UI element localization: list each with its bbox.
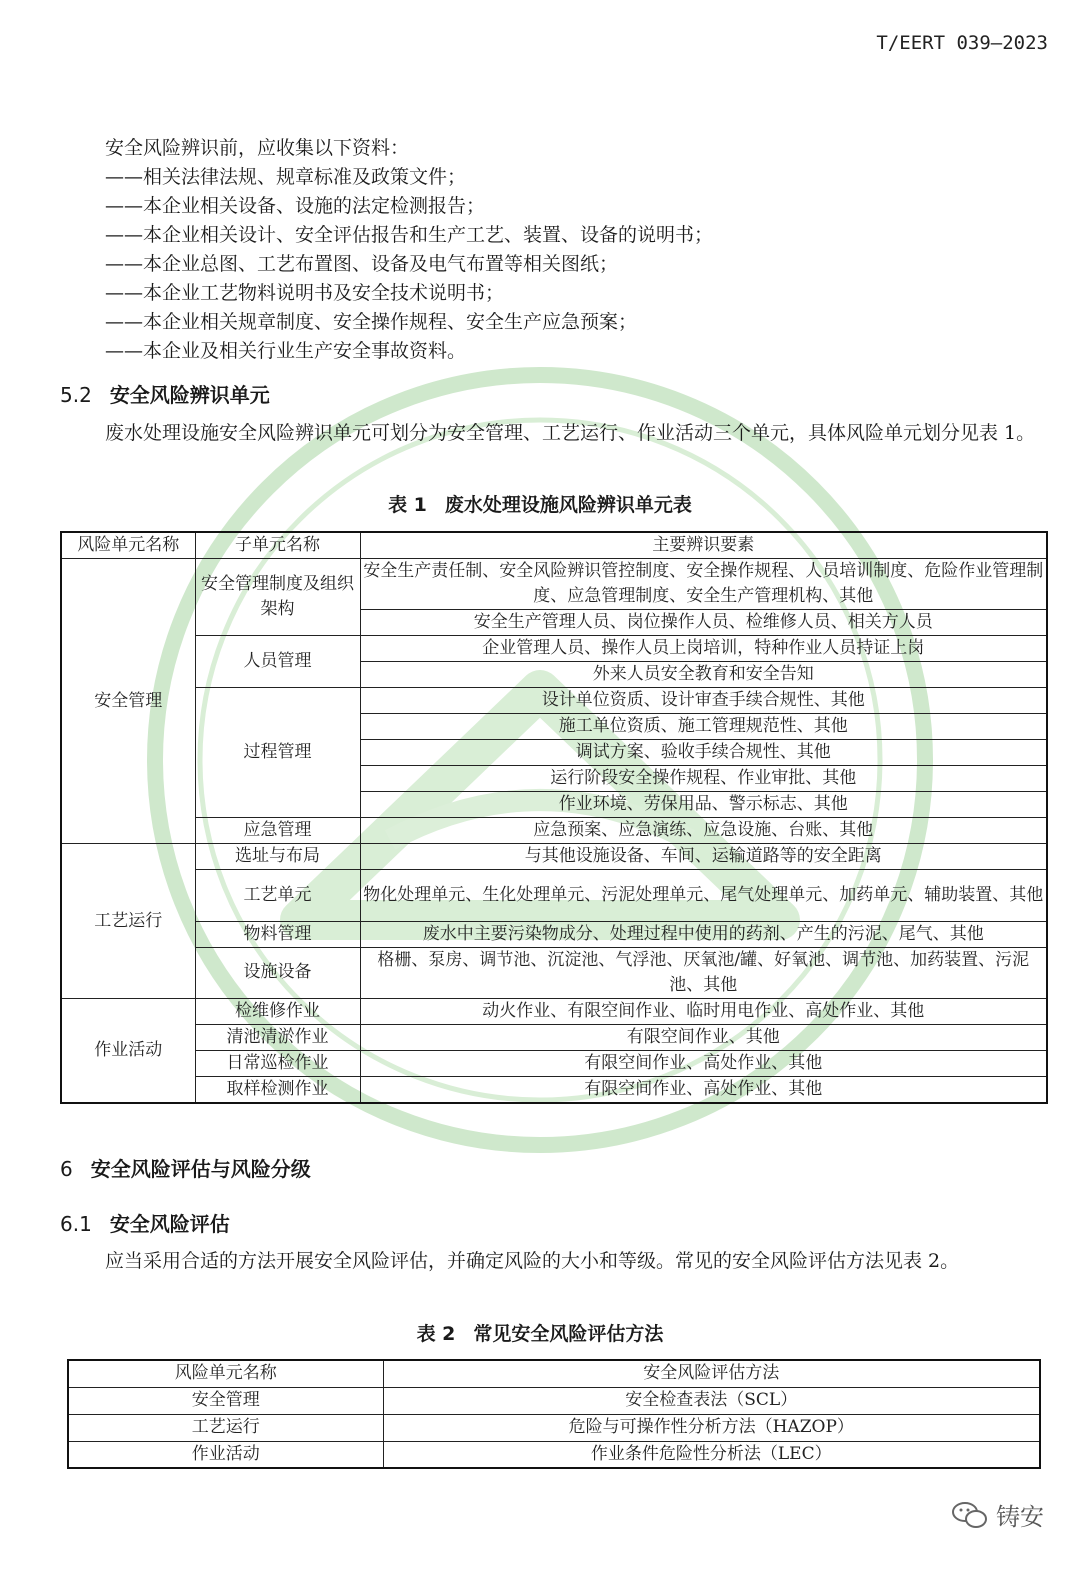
method-cell: 危险与可操作性分析方法（HAZOP） bbox=[383, 1414, 1040, 1441]
subunit-cell: 安全管理制度及组织架构 bbox=[195, 559, 360, 636]
table1-caption bbox=[0, 490, 1080, 517]
intro-lead: 安全风险辨识前，应收集以下资料： bbox=[105, 137, 410, 159]
section-6-heading bbox=[60, 1153, 311, 1182]
element-cell: 有限空间作业、高处作业、其他 bbox=[360, 1077, 1047, 1104]
subunit-cell: 人员管理 bbox=[195, 636, 360, 688]
list-item: ——本企业相关设计、安全评估报告和生产工艺、装置、设备的说明书； bbox=[105, 224, 714, 246]
header-cell: 主要辨识要素 bbox=[360, 532, 1047, 559]
header-cell: 风险单元名称 bbox=[61, 532, 195, 559]
subunit-cell: 取样检测作业 bbox=[195, 1077, 360, 1104]
element-cell: 应急预案、应急演练、应急设施、台账、其他 bbox=[360, 818, 1047, 844]
table-row bbox=[61, 688, 1047, 714]
section-6-1-heading bbox=[60, 1208, 230, 1237]
section-5-2-heading bbox=[60, 379, 270, 408]
unit-cell: 工艺运行 bbox=[61, 844, 195, 999]
element-cell: 设计单位资质、设计审查手续合规性、其他 bbox=[360, 688, 1047, 714]
section-5-2-paragraph: 废水处理设施安全风险辨识单元可划分为安全管理、工艺运行、作业活动三个单元，具体风险单元划分见表 1。 bbox=[105, 422, 1036, 444]
section-number: 6.1 bbox=[60, 1212, 92, 1236]
element-cell: 废水中主要污染物成分、处理过程中使用的药剂、产生的污泥、尾气、其他 bbox=[360, 921, 1047, 947]
subunit-cell: 设施设备 bbox=[195, 947, 360, 998]
element-cell: 企业管理人员、操作人员上岗培训，特种作业人员持证上岗 bbox=[360, 636, 1047, 662]
element-cell: 安全生产责任制、安全风险辨识管控制度、安全操作规程、人员培训制度、危险作业管理制度、应急管理制度、安全生产管理机构、其他 bbox=[360, 559, 1047, 610]
table-row bbox=[61, 999, 1047, 1025]
table-row bbox=[61, 636, 1047, 662]
doc-code: T/EERT 039—2023 bbox=[876, 32, 1048, 54]
subunit-cell: 物料管理 bbox=[195, 921, 360, 947]
assessment-method-table bbox=[67, 1359, 1041, 1469]
caption-title: 常见安全风险评估方法 bbox=[473, 1323, 664, 1345]
element-cell: 有限空间作业、其他 bbox=[360, 1025, 1047, 1051]
section-number: 5.2 bbox=[60, 383, 92, 407]
element-cell: 与其他设施设备、车间、运输道路等的安全距离 bbox=[360, 844, 1047, 870]
list-item: ——本企业工艺物料说明书及安全技术说明书； bbox=[105, 282, 505, 304]
element-cell: 格栅、泵房、调节池、沉淀池、气浮池、厌氧池/罐、好氧池、调节池、加药装置、污泥池、其他 bbox=[360, 947, 1047, 998]
table-row bbox=[61, 559, 1047, 585]
caption-label: 表 2 bbox=[416, 1323, 456, 1345]
element-cell: 作业环境、劳保用品、警示标志、其他 bbox=[360, 792, 1047, 818]
subunit-cell: 检维修作业 bbox=[195, 999, 360, 1025]
element-cell: 运行阶段安全操作规程、作业审批、其他 bbox=[360, 766, 1047, 792]
method-cell: 安全检查表法（SCL） bbox=[383, 1387, 1040, 1414]
subunit-cell: 过程管理 bbox=[195, 688, 360, 818]
header-cell: 安全风险评估方法 bbox=[383, 1360, 1040, 1387]
table-header-row bbox=[68, 1360, 1040, 1387]
subunit-cell: 日常巡检作业 bbox=[195, 1051, 360, 1077]
table-row bbox=[61, 1077, 1047, 1104]
unit-cell: 作业活动 bbox=[68, 1441, 383, 1468]
unit-cell: 工艺运行 bbox=[68, 1414, 383, 1441]
table-row bbox=[68, 1387, 1040, 1414]
section-6-1-paragraph: 应当采用合适的方法开展安全风险评估，并确定风险的大小和等级。常见的安全风险评估方法见表 2。 bbox=[105, 1250, 960, 1272]
table-row bbox=[61, 818, 1047, 844]
list-item: ——本企业及相关行业生产安全事故资料。 bbox=[105, 340, 467, 362]
subunit-cell: 应急管理 bbox=[195, 818, 360, 844]
method-cell: 作业条件危险性分析法（LEC） bbox=[383, 1441, 1040, 1468]
logo-text: 铸安 bbox=[996, 1503, 1044, 1531]
element-cell: 调试方案、验收手续合规性、其他 bbox=[360, 740, 1047, 766]
unit-cell: 安全管理 bbox=[61, 559, 195, 844]
section-title: 安全风险评估 bbox=[109, 1212, 230, 1236]
unit-cell: 安全管理 bbox=[68, 1387, 383, 1414]
table-row bbox=[61, 844, 1047, 870]
element-cell: 有限空间作业、高处作业、其他 bbox=[360, 1051, 1047, 1077]
element-cell: 物化处理单元、生化处理单元、污泥处理单元、尾气处理单元、加药单元、辅助装置、其他 bbox=[360, 870, 1047, 921]
caption-title: 废水处理设施风险辨识单元表 bbox=[444, 494, 692, 516]
table-row bbox=[61, 947, 1047, 973]
list-item: ——本企业总图、工艺布置图、设备及电气布置等相关图纸； bbox=[105, 253, 619, 275]
header-cell: 风险单元名称 bbox=[68, 1360, 383, 1387]
wechat-logo bbox=[950, 1497, 1044, 1532]
caption-label: 表 1 bbox=[388, 494, 427, 516]
section-number: 6 bbox=[60, 1157, 73, 1181]
table-row bbox=[68, 1414, 1040, 1441]
table-row bbox=[68, 1441, 1040, 1468]
unit-cell: 作业活动 bbox=[61, 999, 195, 1104]
table2-caption bbox=[0, 1319, 1080, 1346]
section-title: 安全风险评估与风险分级 bbox=[90, 1157, 311, 1181]
table-row bbox=[61, 1025, 1047, 1051]
subunit-cell: 工艺单元 bbox=[195, 870, 360, 921]
risk-unit-table bbox=[60, 531, 1048, 1104]
chat-bubble-icon bbox=[950, 1499, 990, 1531]
section-title: 安全风险辨识单元 bbox=[109, 383, 270, 407]
element-cell: 安全生产管理人员、岗位操作人员、检维修人员、相关方人员 bbox=[360, 610, 1047, 636]
element-cell: 施工单位资质、施工管理规范性、其他 bbox=[360, 714, 1047, 740]
element-cell: 动火作业、有限空间作业、临时用电作业、高处作业、其他 bbox=[360, 999, 1047, 1025]
list-item: ——本企业相关规章制度、安全操作规程、安全生产应急预案； bbox=[105, 311, 638, 333]
list-item: ——本企业相关设备、设施的法定检测报告； bbox=[105, 195, 486, 217]
table-header-row bbox=[61, 532, 1047, 559]
table-row bbox=[61, 870, 1047, 896]
element-cell: 外来人员安全教育和安全告知 bbox=[360, 662, 1047, 688]
intro-list bbox=[105, 134, 713, 366]
table-row bbox=[61, 921, 1047, 947]
header-cell: 子单元名称 bbox=[195, 532, 360, 559]
subunit-cell: 选址与布局 bbox=[195, 844, 360, 870]
table-row bbox=[61, 1051, 1047, 1077]
subunit-cell: 清池清淤作业 bbox=[195, 1025, 360, 1051]
list-item: ——相关法律法规、规章标准及政策文件； bbox=[105, 166, 467, 188]
